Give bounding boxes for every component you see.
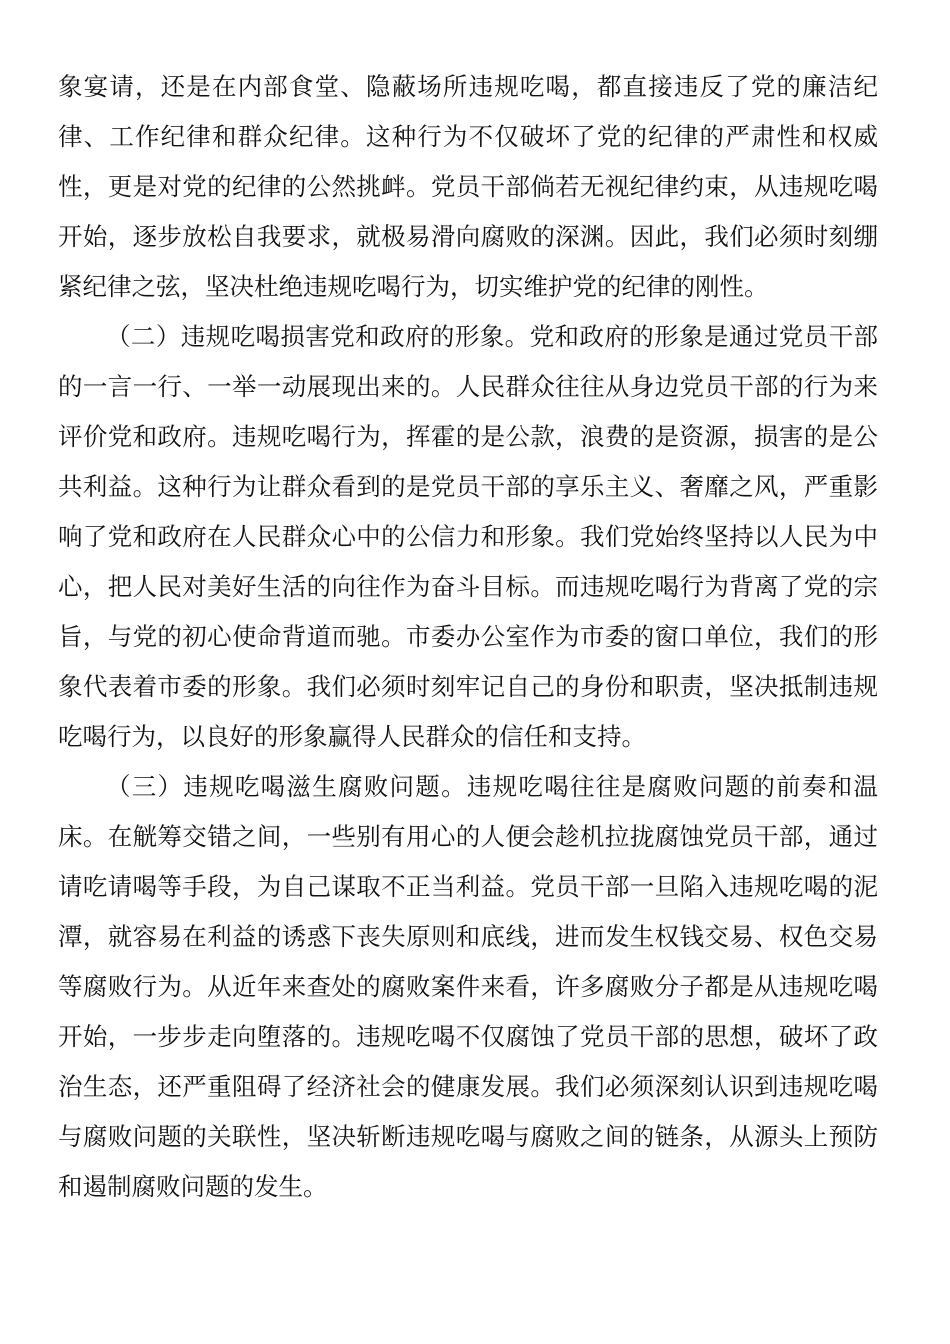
text-line: 和遏制腐败问题的发生。 [58, 1172, 328, 1201]
text-line: 象宴请，还是在内部食堂、隐蔽场所违规吃喝，都直接违反了党的廉洁纪 [58, 72, 878, 101]
text-line: 评价党和政府。违规吃喝行为，挥霍的是公款，浪费的是资源，损害的是公 [58, 422, 878, 451]
section-heading-line: （二）违规吃喝损害党和政府的形象。党和政府的形象是通过党员干部 [106, 322, 878, 351]
text-line: 旨，与党的初心使命背道而驰。市委办公室作为市委的窗口单位，我们的形 [58, 622, 878, 651]
text-line: 开始，逐步放松自我要求，就极易滑向腐败的深渊。因此，我们必须时刻绷 [58, 222, 878, 251]
text-line: 紧纪律之弦，坚决杜绝违规吃喝行为，切实维护党的纪律的刚性。 [58, 272, 769, 301]
text-line: 心，把人民对美好生活的向往作为奋斗目标。而违规吃喝行为背离了党的宗 [58, 572, 878, 601]
text-line: 与腐败问题的关联性，坚决斩断违规吃喝与腐败之间的链条，从源头上预防 [58, 1122, 878, 1151]
text-line: 等腐败行为。从近年来查处的腐败案件来看，许多腐败分子都是从违规吃喝 [58, 972, 878, 1001]
text-line: 性，更是对党的纪律的公然挑衅。党员干部倘若无视纪律约束，从违规吃喝 [58, 172, 878, 201]
section-heading-line: （三）违规吃喝滋生腐败问题。违规吃喝往往是腐败问题的前奏和温 [106, 772, 878, 801]
text-line: 律、工作纪律和群众纪律。这种行为不仅破坏了党的纪律的严肃性和权威 [58, 122, 878, 151]
text-line: 响了党和政府在人民群众心中的公信力和形象。我们党始终坚持以人民为中 [58, 522, 878, 551]
text-line: 请吃请喝等手段，为自己谋取不正当利益。党员干部一旦陷入违规吃喝的泥 [58, 872, 878, 901]
text-line: 共利益。这种行为让群众看到的是党员干部的享乐主义、奢靡之风，严重影 [58, 472, 878, 501]
text-line: 开始，一步步走向堕落的。违规吃喝不仅腐蚀了党员干部的思想，破坏了政 [58, 1022, 878, 1051]
text-line: 象代表着市委的形象。我们必须时刻牢记自己的身份和职责，坚决抵制违规 [58, 672, 878, 701]
text-line: 潭，就容易在利益的诱惑下丧失原则和底线，进而发生权钱交易、权色交易 [58, 922, 878, 951]
text-line: 的一言一行、一举一动展现出来的。人民群众往往从身边党员干部的行为来 [58, 372, 878, 401]
text-line: 床。在觥筹交错之间，一些别有用心的人便会趁机拉拢腐蚀党员干部，通过 [58, 822, 878, 851]
text-line: 治生态，还严重阻碍了经济社会的健康发展。我们必须深刻认识到违规吃喝 [58, 1072, 878, 1101]
text-line: 吃喝行为，以良好的形象赢得人民群众的信任和支持。 [58, 722, 646, 751]
